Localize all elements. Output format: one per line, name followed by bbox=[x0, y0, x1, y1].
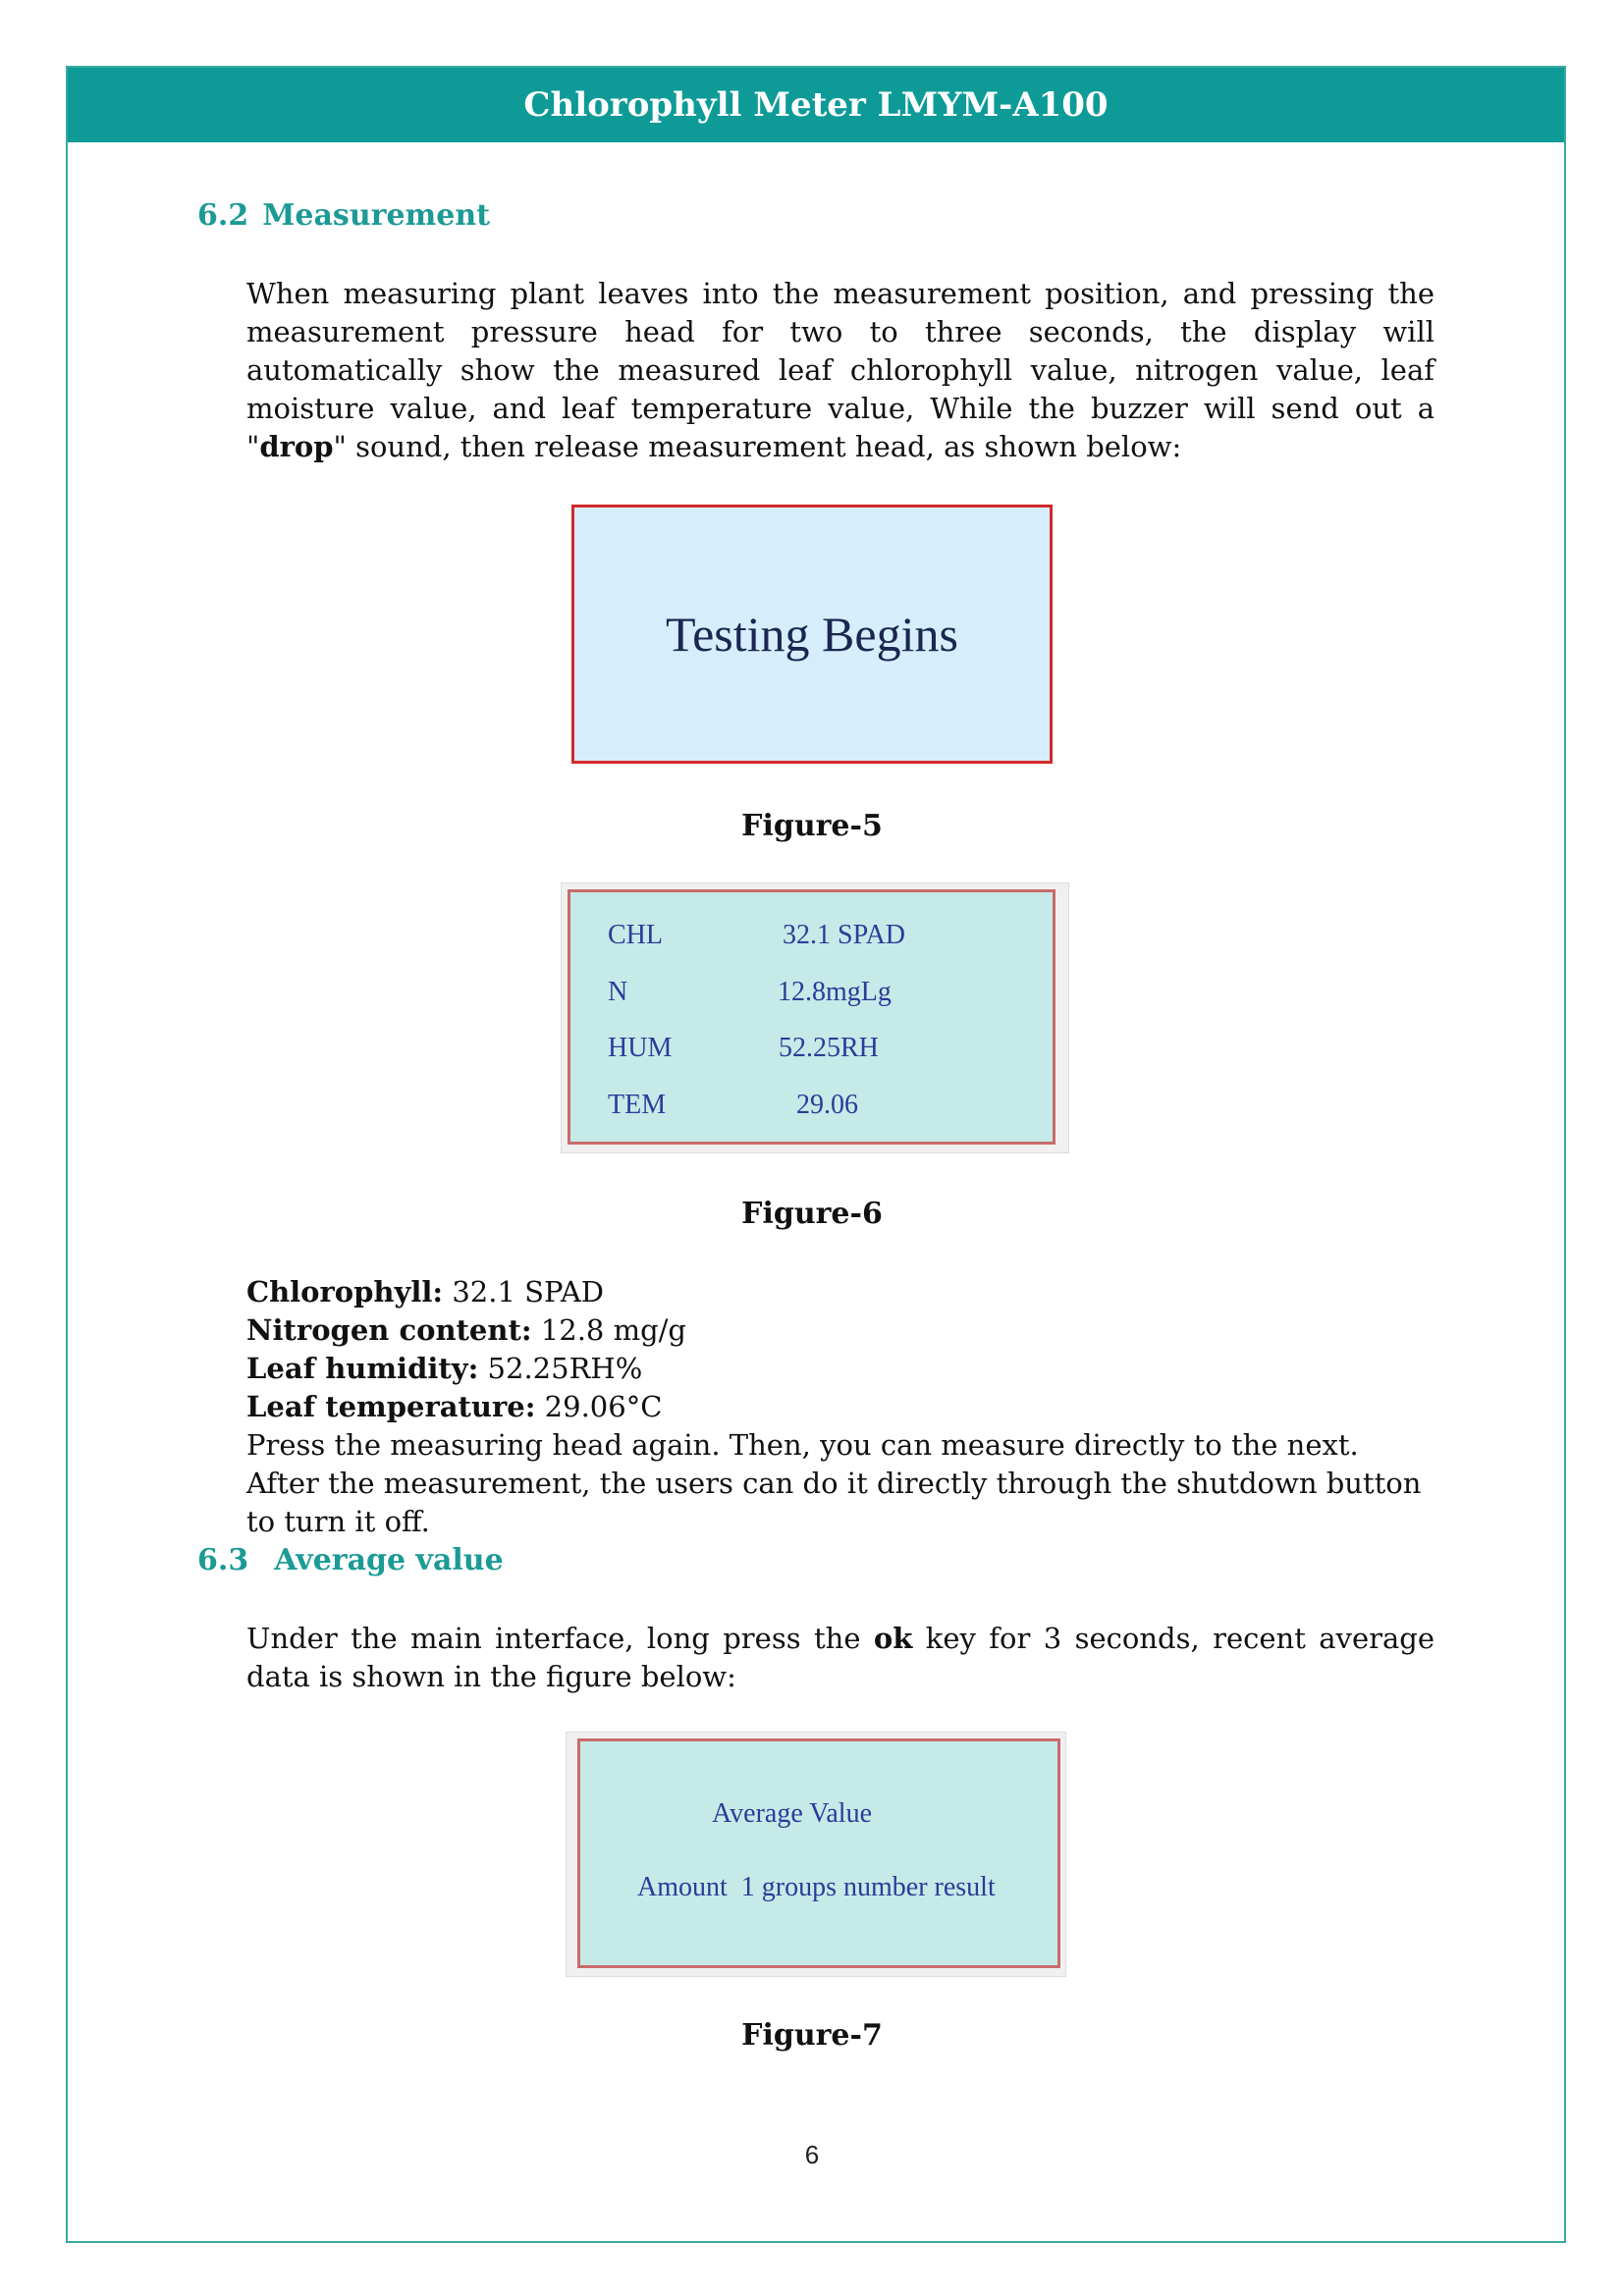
figure-7-caption: Figure-7 bbox=[741, 2018, 883, 2053]
average-paragraph: Under the main interface, long press the ok key for 3 seconds, recent average data is shown in the figure below: bbox=[246, 1622, 1435, 1693]
figure-5-caption: Figure-5 bbox=[741, 809, 883, 843]
paragraph-text: When measuring plant leaves into the measurement position, and pressing the measurement pressure head for two to three seconds, the display will automatically show the measured leaf chlorophyll value, nitrogen value, leaf moisture value, and leaf temperature value, While the buzzer will send out a " bbox=[246, 277, 1435, 463]
figure-6-caption: Figure-6 bbox=[741, 1197, 883, 1231]
bold-key-name: ok bbox=[873, 1622, 913, 1655]
lcd-label-tem: TEM bbox=[608, 1090, 667, 1120]
document-header: Chlorophyll Meter LMYM-A100 bbox=[68, 68, 1564, 142]
testing-begins-text: Testing Begins bbox=[666, 607, 958, 662]
figure-7-screen bbox=[577, 1738, 1060, 1968]
section-heading-average bbox=[197, 1543, 504, 1577]
reading-leaf-humidity: Leaf humidity: 52.25RH% bbox=[246, 1352, 643, 1385]
section-number: 6.2 bbox=[197, 198, 249, 233]
section-title: Average value bbox=[274, 1543, 504, 1577]
lcd-value-hum: 52.25RH bbox=[779, 1033, 879, 1063]
lcd-value-chl: 32.1 SPAD bbox=[783, 920, 906, 950]
page-number: 6 bbox=[804, 2140, 820, 2169]
reading-leaf-temperature: Leaf temperature: 29.06°C bbox=[246, 1390, 663, 1423]
readings-block bbox=[246, 1273, 1435, 1541]
reading-nitrogen: Nitrogen content: 12.8 mg/g bbox=[246, 1313, 686, 1347]
reading-chlorophyll: Chlorophyll: 32.1 SPAD bbox=[246, 1275, 605, 1308]
section-number: 6.3 bbox=[197, 1543, 249, 1577]
after-readings-text: Press the measuring head again. Then, you can measure directly to the next. After the measurement, the users can do it directly through the shutdown button to turn it off. bbox=[246, 1428, 1422, 1538]
lcd-value-tem: 29.06 bbox=[796, 1090, 858, 1120]
average-value-title: Average Value bbox=[712, 1798, 872, 1829]
section-title: Measurement bbox=[262, 198, 491, 233]
section-heading-measurement bbox=[197, 198, 490, 233]
figure-6-screen bbox=[568, 889, 1056, 1145]
lcd-label-hum: HUM bbox=[608, 1033, 673, 1063]
lcd-label-n: N bbox=[608, 977, 628, 1007]
lcd-label-chl: CHL bbox=[608, 920, 663, 950]
paragraph-text: " sound, then release measurement head, as shown below: bbox=[333, 430, 1182, 463]
lcd-value-n: 12.8mgLg bbox=[778, 977, 892, 1007]
figure-5-screen bbox=[571, 505, 1053, 764]
measurement-paragraph bbox=[246, 275, 1435, 466]
bold-term: drop bbox=[259, 430, 334, 463]
amount-line: Amount 1 groups number result bbox=[637, 1872, 996, 1902]
